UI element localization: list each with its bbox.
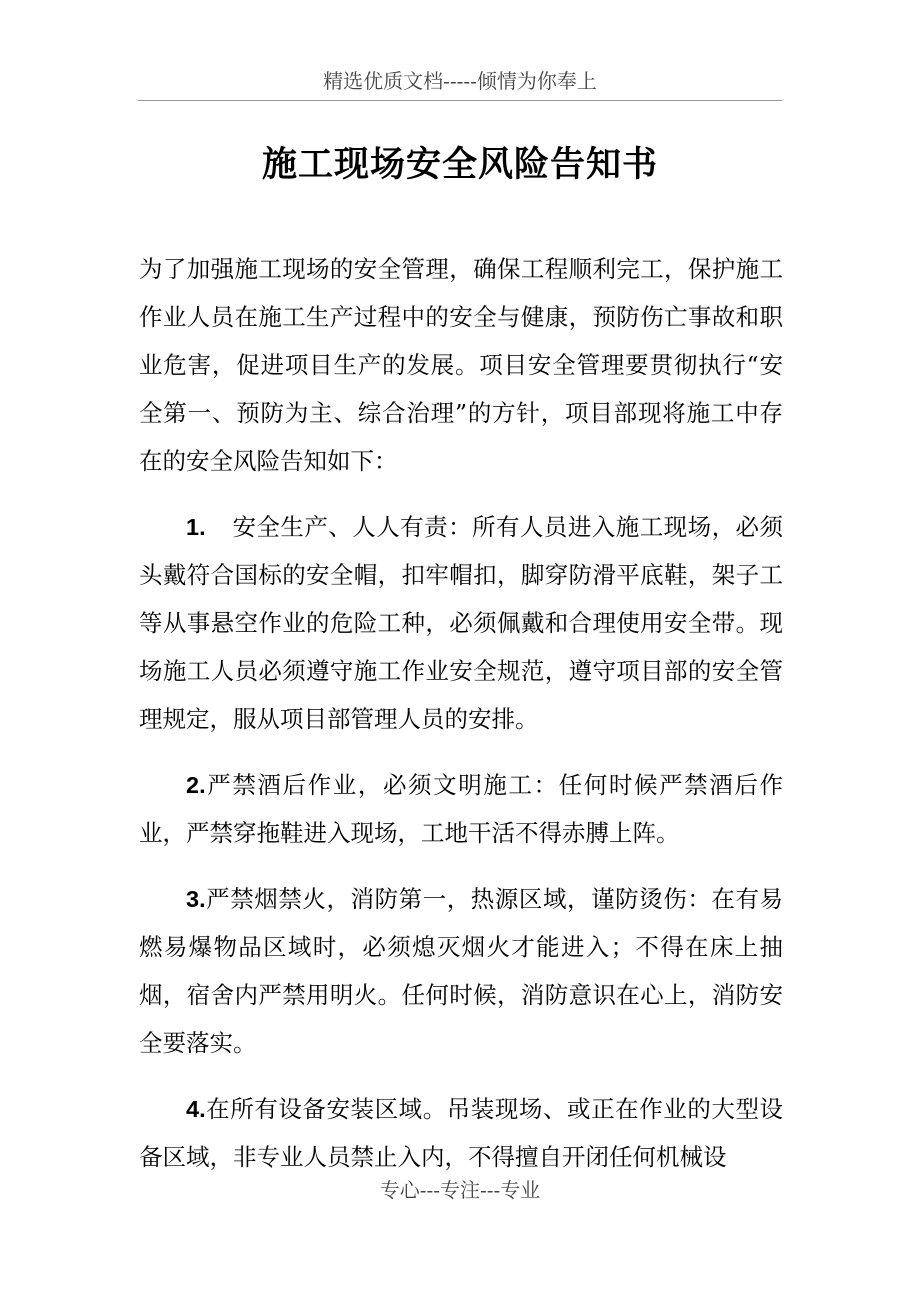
item-2-paragraph: [139, 761, 783, 857]
item-4-number: 4.: [186, 1096, 206, 1122]
page-header: 精选优质文档-----倾情为你奉上: [323, 69, 597, 93]
intro-paragraph: 为了加强施工现场的安全管理，确保工程顺利完工，保护施工作业人员在施工生产过程中的安全与健康，预防伤亡事故和职业危害，促进项目生产的发展。项目安全管理要贯彻执行“安全第一、预防为主、综合治理”的方针，项目部现将施工中存在的安全风险告知如下：: [139, 255, 783, 475]
item-3-number: 3.: [186, 886, 206, 912]
item-4-text: 在所有设备安装区域。吊装现场、或正在作业的大型设备区域，非专业人员禁止入内，不得擅自开闭任何机械设: [139, 1095, 783, 1171]
item-1-paragraph: [139, 503, 783, 743]
document-body: [139, 245, 783, 1181]
item-3-paragraph: [139, 875, 783, 1067]
document-title: 施工现场安全风险告知书: [261, 144, 658, 186]
item-1-text: 安全生产、人人有责：所有人员进入施工现场，必须头戴符合国标的安全帽，扣牢帽扣，脚穿防滑平底鞋，架子工等从事悬空作业的危险工种，必须佩戴和合理使用安全带。现场施工人员必须遵守施工作业安全规范，遵守项目部的安全管理规定，服从项目部管理人员的安排。: [139, 513, 783, 733]
page-footer: 专心---专注---专业: [379, 1178, 541, 1202]
item-4-paragraph: [139, 1085, 783, 1181]
item-3-text: 严禁烟禁火，消防第一，热源区域，谨防烫伤：在有易燃易爆物品区域时，必须熄灭烟火才能进入；不得在床上抽烟，宿舍内严禁用明火。任何时候，消防意识在心上，消防安全要落实。: [139, 885, 783, 1057]
item-2-text: 严禁酒后作业，必须文明施工：任何时候严禁酒后作业，严禁穿拖鞋进入现场，工地干活不得赤膊上阵。: [139, 771, 783, 847]
item-1-number: 1.: [186, 514, 206, 540]
header-divider: [138, 100, 782, 101]
item-2-number: 2.: [186, 772, 206, 798]
